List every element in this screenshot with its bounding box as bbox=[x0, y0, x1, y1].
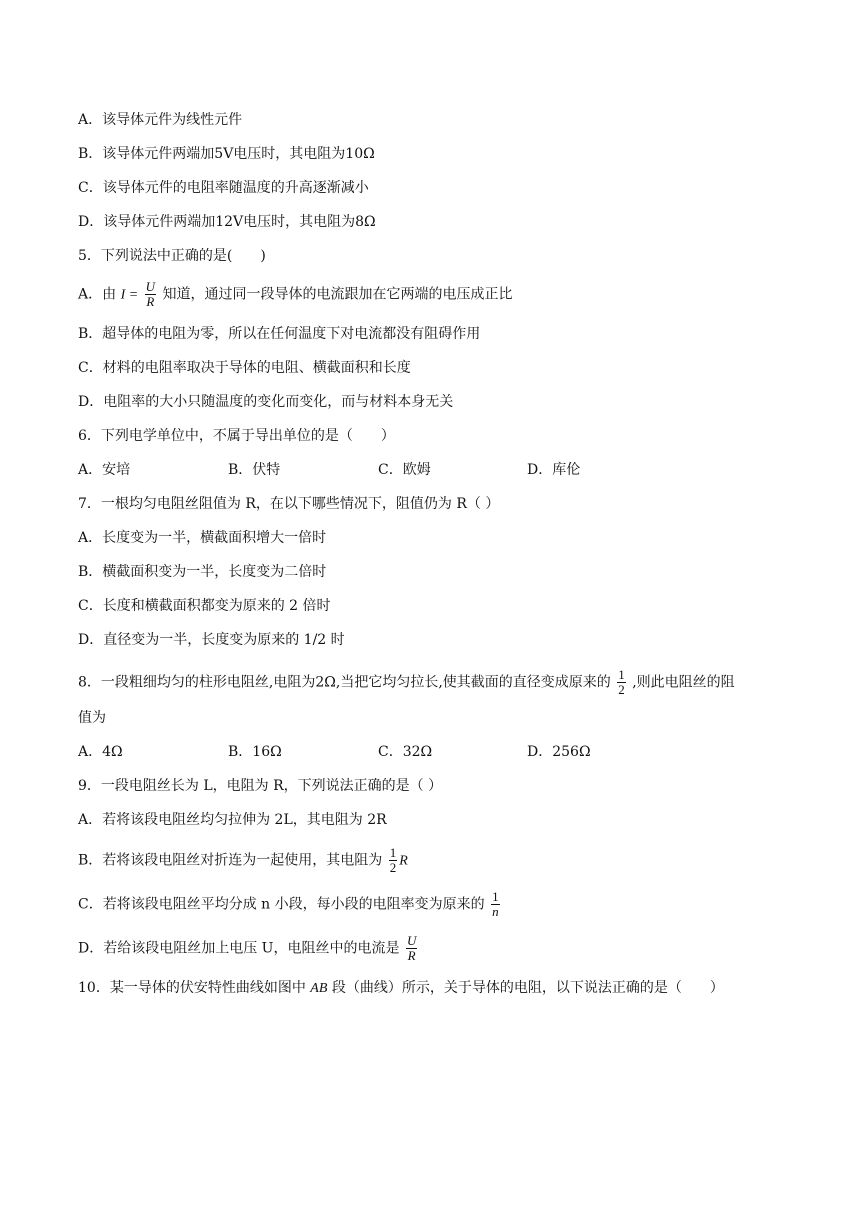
q5-stem: 5．下列说法中正确的是( ) bbox=[78, 248, 266, 264]
q7-stem: 7．一根均匀电阻丝阻值为 R，在以下哪些情况下，阻值仍为 R（ ） bbox=[78, 496, 500, 512]
q4-option-d: D．该导体元件两端加12V电压时，其电阻为8Ω bbox=[78, 214, 376, 230]
q5-option-c: C．材料的电阻率取决于导体的电阻、横截面积和长度 bbox=[78, 360, 411, 376]
q9-c-frac-num: 1 bbox=[492, 889, 499, 904]
q4-option-a: A．该导体元件为线性元件 bbox=[78, 112, 243, 128]
q5-a-fraction bbox=[145, 280, 156, 309]
q6-option-d: D．库伦 bbox=[527, 462, 581, 478]
q8-frac-num: 1 bbox=[618, 667, 625, 682]
q5-option-d: D．电阻率的大小只随温度的变化而变化，而与材料本身无关 bbox=[78, 394, 454, 410]
q5-option-a bbox=[78, 280, 512, 309]
q8-stem bbox=[78, 668, 735, 697]
q8-frac-den: 2 bbox=[618, 682, 625, 697]
q6-option-a: A．安培 bbox=[78, 462, 131, 478]
q7-option-d: D．直径变为一半，长度变为原来的 1/2 时 bbox=[78, 632, 345, 648]
q5-a-suffix: 知道，通过同一段导体的电流跟加在它两端的电压成正比 bbox=[162, 286, 513, 303]
q9-option-d bbox=[78, 934, 419, 963]
q10-stem-suffix: 段（曲线）所示，关于导体的电阻，以下说法正确的是（ ） bbox=[331, 980, 724, 996]
q10-stem-italic: AB bbox=[310, 981, 328, 996]
q9-b-frac-den: 2 bbox=[389, 860, 397, 875]
q9-d-frac-num: U bbox=[406, 933, 417, 948]
q9-c-prefix: C．若将该段电阻丝平均分成 n 小段，每小段的电阻率变为原来的 bbox=[78, 896, 485, 913]
q10-stem bbox=[78, 978, 724, 999]
q5-option-b: B．超导体的电阻为零，所以在任何温度下对电流都没有阻碍作用 bbox=[78, 326, 481, 342]
q8-stem-line2: 值为 bbox=[78, 710, 106, 726]
q5-a-formula-lhs: I = bbox=[120, 287, 139, 303]
q6-option-c: C．欧姆 bbox=[378, 462, 431, 478]
q9-d-prefix: D．若给该段电阻丝加上电压 U，电阻丝中的电流是 bbox=[78, 940, 400, 957]
q9-d-frac-den: R bbox=[407, 948, 416, 963]
q4-option-b: B．该导体元件两端加5V电压时，其电阻为10Ω bbox=[78, 146, 375, 162]
q9-stem: 9．一段电阻丝长为 L，电阻为 R，下列说法正确的是（ ） bbox=[78, 778, 443, 794]
q8-option-c: C．32Ω bbox=[378, 744, 433, 760]
q5-a-prefix: A．由 bbox=[78, 286, 117, 303]
q7-option-b: B．横截面积变为一半，长度变为二倍时 bbox=[78, 564, 327, 580]
q9-b-suffix: R bbox=[399, 853, 408, 869]
q9-option-b bbox=[78, 846, 408, 875]
q8-option-d: D．256Ω bbox=[527, 744, 591, 760]
q8-stem-suffix: ,则此电阻丝的阻 bbox=[632, 674, 735, 691]
q7-option-a: A．长度变为一半，横截面积增大一倍时 bbox=[78, 530, 327, 546]
q9-c-fraction bbox=[491, 890, 500, 919]
q9-b-frac-num: 1 bbox=[389, 845, 397, 860]
q8-option-b: B．16Ω bbox=[228, 744, 282, 760]
q8-option-a: A．4Ω bbox=[78, 744, 123, 760]
q9-d-fraction bbox=[406, 934, 417, 963]
q9-b-prefix: B．若将该段电阻丝对折连为一起使用，其电阻为 bbox=[78, 852, 383, 869]
q6-stem: 6．下列电学单位中，不属于导出单位的是（ ） bbox=[78, 428, 395, 444]
q7-option-c: C．长度和横截面积都变为原来的 2 倍时 bbox=[78, 598, 331, 614]
q6-option-b: B．伏特 bbox=[228, 462, 281, 478]
q5-a-frac-num: U bbox=[145, 279, 156, 294]
q9-option-a: A．若将该段电阻丝均匀拉伸为 2L，其电阻为 2R bbox=[78, 812, 387, 828]
q4-option-c: C．该导体元件的电阻率随温度的升高逐渐减小 bbox=[78, 180, 369, 196]
q9-option-c bbox=[78, 890, 502, 919]
q9-c-frac-den: n bbox=[492, 904, 499, 919]
q9-b-fraction bbox=[389, 846, 398, 875]
q8-fraction bbox=[617, 668, 626, 697]
q10-stem-prefix: 10．某一导体的伏安特性曲线如图中 bbox=[78, 980, 306, 996]
q8-stem-prefix: 8．一段粗细均匀的柱形电阻丝,电阻为2Ω,当把它均匀拉长,使其截面的直径变成原来的 bbox=[78, 674, 611, 691]
q5-a-frac-den: R bbox=[146, 294, 155, 309]
